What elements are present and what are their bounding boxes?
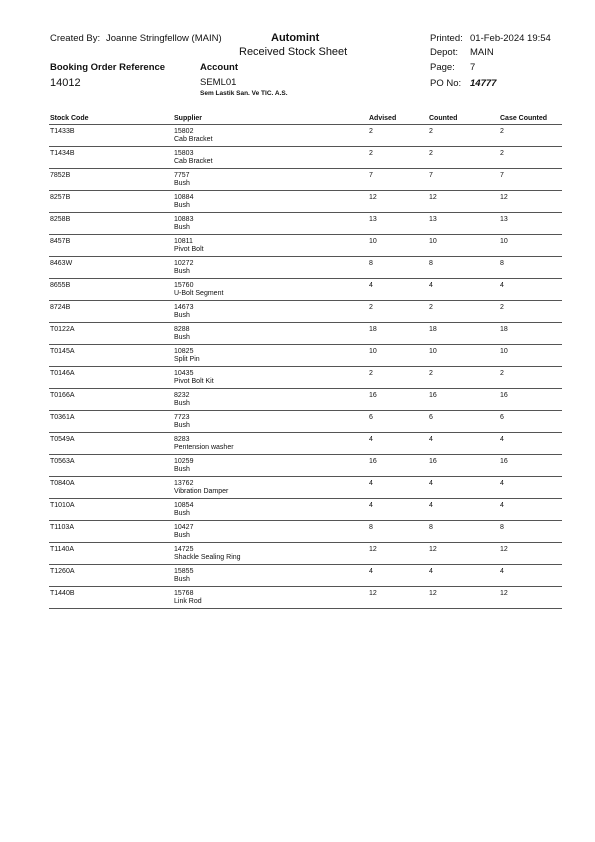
description-cell: Pivot Bolt Kit	[174, 378, 214, 385]
advised-cell: 10	[369, 238, 377, 245]
supplier-code-cell: 10884	[174, 194, 194, 201]
po-value: 14777	[470, 78, 497, 89]
description-cell: Bush	[174, 532, 190, 539]
counted-cell: 7	[429, 172, 433, 179]
col-advised: Advised	[369, 115, 397, 122]
supplier-code-cell: 14725	[174, 546, 194, 553]
case-counted-cell: 6	[500, 414, 504, 421]
description-cell: Bush	[174, 466, 190, 473]
supplier-code-cell: 15802	[174, 128, 194, 135]
table-row	[49, 542, 562, 564]
stock-code-cell: T0361A	[50, 414, 75, 421]
stock-code-cell: T1103A	[50, 524, 74, 531]
table-row	[49, 300, 562, 322]
case-counted-cell: 16	[500, 392, 508, 399]
advised-cell: 8	[369, 524, 373, 531]
supplier-code-cell: 10272	[174, 260, 194, 267]
case-counted-cell: 7	[500, 172, 504, 179]
table-row	[49, 256, 562, 278]
depot-value: MAIN	[470, 47, 494, 58]
page-label: Page:	[430, 62, 455, 73]
booking-ref-label: Booking Order Reference	[50, 62, 166, 73]
advised-cell: 7	[369, 172, 373, 179]
table-row	[49, 432, 562, 454]
sheet-title: Received Stock Sheet	[239, 46, 348, 58]
case-counted-cell: 2	[500, 150, 504, 157]
supplier-code-cell: 15855	[174, 568, 194, 575]
table-row	[49, 498, 562, 520]
account-name: Sem Lastik San. Ve TIC. A.S.	[200, 90, 288, 97]
supplier-code-cell: 14673	[174, 304, 194, 311]
printed-value: 01-Feb-2024 19:54	[470, 33, 551, 44]
case-counted-cell: 18	[500, 326, 508, 333]
table-row	[49, 344, 562, 366]
company-name: Automint	[271, 32, 320, 44]
created-by-value: Joanne Stringfellow (MAIN)	[106, 33, 222, 44]
table-row	[49, 410, 562, 432]
table-row	[49, 278, 562, 300]
description-cell: Bush	[174, 268, 190, 275]
counted-cell: 4	[429, 502, 433, 509]
description-cell: Bush	[174, 334, 190, 341]
stock-code-cell: T0122A	[50, 326, 75, 333]
stock-code-cell: T0166A	[50, 392, 75, 399]
supplier-code-cell: 8283	[174, 436, 190, 443]
advised-cell: 4	[369, 436, 373, 443]
advised-cell: 12	[369, 546, 377, 553]
po-label: PO No:	[430, 78, 462, 89]
counted-cell: 2	[429, 150, 433, 157]
description-cell: Bush	[174, 422, 190, 429]
description-cell: Bush	[174, 202, 190, 209]
col-case-counted: Case Counted	[500, 115, 548, 122]
supplier-code-cell: 10811	[174, 238, 193, 245]
table-row	[49, 234, 562, 256]
case-counted-cell: 8	[500, 524, 504, 531]
advised-cell: 2	[369, 128, 373, 135]
col-stock-code: Stock Code	[50, 115, 89, 122]
description-cell: Vibration Damper	[174, 488, 229, 495]
counted-cell: 16	[429, 392, 437, 399]
case-counted-cell: 8	[500, 260, 504, 267]
table-row	[49, 212, 562, 234]
description-cell: Link Rod	[174, 598, 202, 605]
table-row	[49, 520, 562, 542]
stock-table	[49, 124, 562, 609]
description-cell: Split Pin	[174, 356, 200, 363]
supplier-code-cell: 15768	[174, 590, 194, 597]
description-cell: Bush	[174, 312, 190, 319]
description-cell: Pivot Bolt	[174, 246, 204, 253]
col-supplier: Supplier	[174, 115, 203, 122]
advised-cell: 6	[369, 414, 373, 421]
case-counted-cell: 2	[500, 370, 504, 377]
table-row	[49, 366, 562, 388]
advised-cell: 8	[369, 260, 373, 267]
case-counted-cell: 10	[500, 348, 508, 355]
case-counted-cell: 12	[500, 590, 508, 597]
counted-cell: 4	[429, 480, 433, 487]
table-row	[49, 190, 562, 212]
supplier-code-cell: 7723	[174, 414, 190, 421]
description-cell: Shackle Sealing Ring	[174, 554, 241, 561]
advised-cell: 4	[369, 568, 373, 575]
stock-code-cell: 8258B	[50, 216, 71, 223]
table-row	[49, 586, 562, 609]
table-row	[49, 476, 562, 498]
advised-cell: 10	[369, 348, 377, 355]
supplier-code-cell: 10259	[174, 458, 194, 465]
advised-cell: 4	[369, 480, 373, 487]
stock-code-cell: 8655B	[50, 282, 71, 289]
stock-code-cell: 8257B	[50, 194, 71, 201]
supplier-code-cell: 15803	[174, 150, 194, 157]
stock-code-cell: T1433B	[50, 128, 75, 135]
counted-cell: 2	[429, 128, 433, 135]
counted-cell: 12	[429, 194, 437, 201]
stock-code-cell: T0145A	[50, 348, 75, 355]
advised-cell: 2	[369, 150, 373, 157]
printed-label: Printed:	[430, 33, 463, 44]
counted-cell: 18	[429, 326, 437, 333]
supplier-code-cell: 10854	[174, 502, 194, 509]
advised-cell: 4	[369, 502, 373, 509]
description-cell: Bush	[174, 576, 190, 583]
counted-cell: 10	[429, 348, 437, 355]
description-cell: U-Bolt Segment	[174, 290, 224, 297]
stock-code-cell: 8463W	[50, 260, 73, 267]
counted-cell: 8	[429, 260, 433, 267]
supplier-code-cell: 8288	[174, 326, 190, 333]
account-code: SEML01	[200, 77, 237, 88]
table-row	[49, 124, 562, 146]
case-counted-cell: 4	[500, 480, 504, 487]
description-cell: Bush	[174, 180, 190, 187]
counted-cell: 10	[429, 238, 437, 245]
case-counted-cell: 4	[500, 282, 504, 289]
description-cell: Pentension washer	[174, 444, 234, 451]
stock-code-cell: 8724B	[50, 304, 71, 311]
advised-cell: 12	[369, 194, 377, 201]
counted-cell: 16	[429, 458, 437, 465]
description-cell: Cab Bracket	[174, 136, 213, 143]
description-cell: Bush	[174, 510, 190, 517]
case-counted-cell: 12	[500, 546, 508, 553]
counted-cell: 8	[429, 524, 433, 531]
supplier-code-cell: 15760	[174, 282, 194, 289]
counted-cell: 2	[429, 304, 433, 311]
stock-code-cell: T1010A	[50, 502, 75, 509]
case-counted-cell: 4	[500, 436, 504, 443]
case-counted-cell: 10	[500, 238, 508, 245]
supplier-code-cell: 10427	[174, 524, 194, 531]
stock-code-cell: T0549A	[50, 436, 75, 443]
account-label: Account	[200, 62, 238, 73]
created-by-label: Created By:	[50, 33, 101, 44]
case-counted-cell: 12	[500, 194, 508, 201]
stock-code-cell: T0840A	[50, 480, 75, 487]
table-row	[49, 454, 562, 476]
stock-code-cell: T1260A	[50, 568, 75, 575]
stock-code-cell: T1140A	[50, 546, 74, 553]
table-row	[49, 146, 562, 168]
table-row	[49, 322, 562, 344]
description-cell: Bush	[174, 400, 190, 407]
stock-code-cell: T1440B	[50, 590, 75, 597]
counted-cell: 12	[429, 590, 437, 597]
counted-cell: 4	[429, 282, 433, 289]
supplier-code-cell: 7757	[174, 172, 190, 179]
counted-cell: 4	[429, 436, 433, 443]
depot-label: Depot:	[430, 47, 458, 58]
booking-ref-value: 14012	[50, 77, 81, 89]
counted-cell: 6	[429, 414, 433, 421]
stock-code-cell: T0146A	[50, 370, 75, 377]
advised-cell: 2	[369, 370, 373, 377]
advised-cell: 16	[369, 458, 377, 465]
case-counted-cell: 16	[500, 458, 508, 465]
supplier-code-cell: 8232	[174, 392, 190, 399]
counted-cell: 4	[429, 568, 433, 575]
advised-cell: 16	[369, 392, 377, 399]
advised-cell: 2	[369, 304, 373, 311]
case-counted-cell: 2	[500, 304, 504, 311]
supplier-code-cell: 10825	[174, 348, 194, 355]
counted-cell: 13	[429, 216, 437, 223]
table-row	[49, 168, 562, 190]
stock-code-cell: T1434B	[50, 150, 75, 157]
stock-code-cell: 8457B	[50, 238, 71, 245]
case-counted-cell: 13	[500, 216, 508, 223]
description-cell: Bush	[174, 224, 190, 231]
counted-cell: 2	[429, 370, 433, 377]
advised-cell: 12	[369, 590, 377, 597]
col-counted: Counted	[429, 115, 458, 122]
supplier-code-cell: 13762	[174, 480, 194, 487]
advised-cell: 4	[369, 282, 373, 289]
counted-cell: 12	[429, 546, 437, 553]
advised-cell: 13	[369, 216, 377, 223]
table-row	[49, 388, 562, 410]
supplier-code-cell: 10435	[174, 370, 194, 377]
case-counted-cell: 4	[500, 502, 504, 509]
case-counted-cell: 4	[500, 568, 504, 575]
supplier-code-cell: 10883	[174, 216, 194, 223]
case-counted-cell: 2	[500, 128, 504, 135]
stock-code-cell: 7852B	[50, 172, 71, 179]
advised-cell: 18	[369, 326, 377, 333]
stock-code-cell: T0563A	[50, 458, 75, 465]
description-cell: Cab Bracket	[174, 158, 213, 165]
page-value: 7	[470, 62, 476, 73]
table-row	[49, 564, 562, 586]
